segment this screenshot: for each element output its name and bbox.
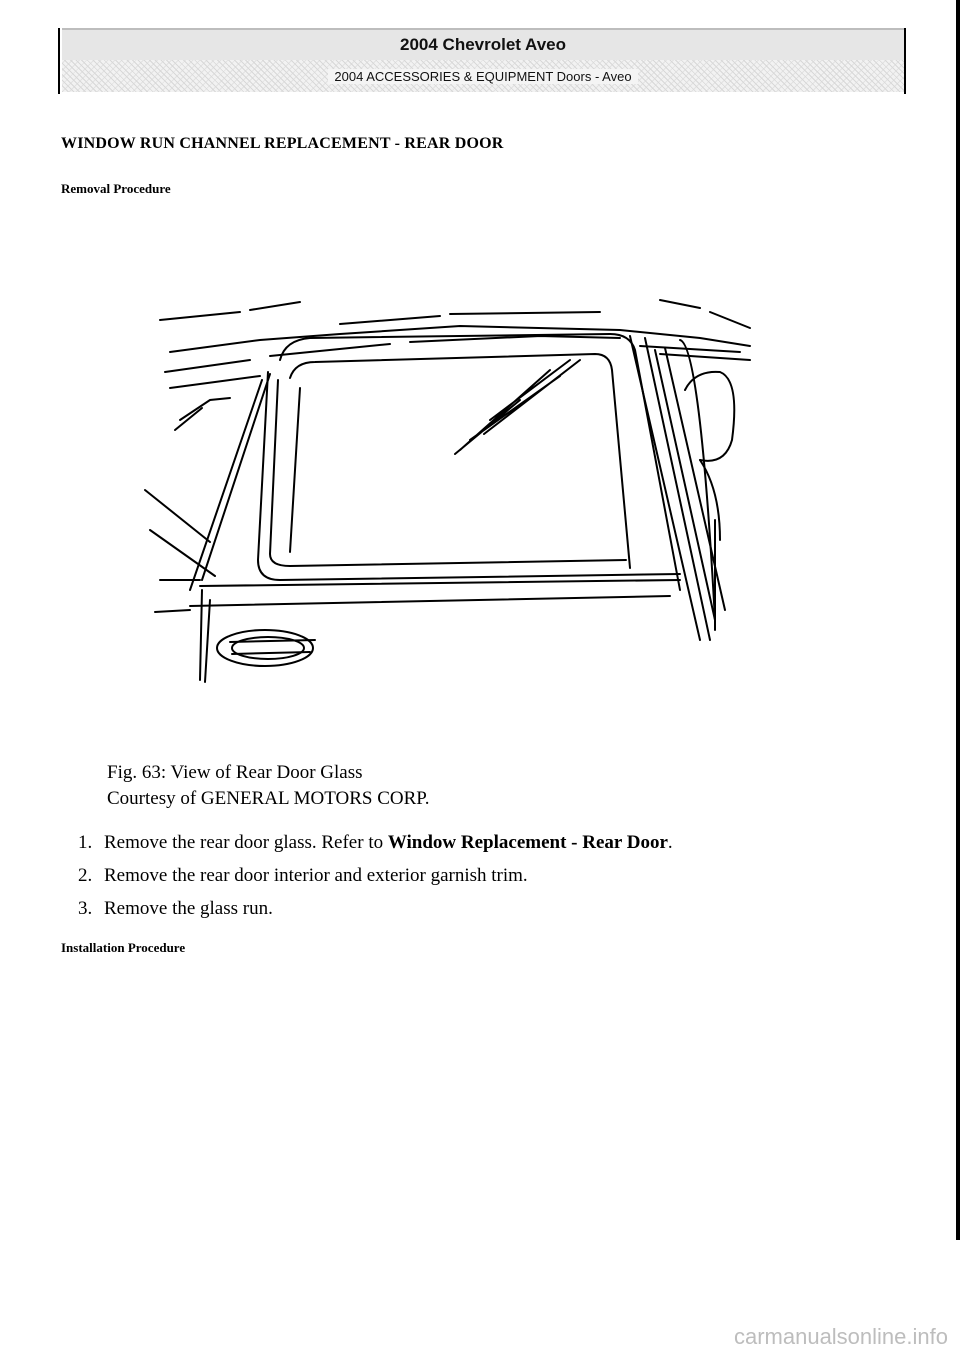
figure-caption: Fig. 63: View of Rear Door Glass: [107, 762, 363, 783]
rear-door-glass-figure: [140, 290, 760, 690]
step-number: 3.: [78, 898, 93, 919]
step-number: 1.: [78, 832, 93, 853]
list-item: [78, 898, 673, 931]
list-item: [78, 865, 673, 898]
list-item: [78, 832, 673, 865]
document-title: WINDOW RUN CHANNEL REPLACEMENT - REAR DOOR: [61, 135, 504, 152]
window-replacement-link[interactable]: Window Replacement - Rear Door: [387, 832, 668, 853]
header-subtitle-bar: [62, 60, 904, 92]
right-page-edge: [956, 0, 960, 1240]
removal-heading: Removal Procedure: [61, 181, 171, 196]
figure-caption-block: [107, 760, 430, 812]
step-number: 2.: [78, 865, 93, 886]
figure-credit: Courtesy of GENERAL MOTORS CORP.: [107, 788, 430, 809]
step-text: Remove the glass run.: [104, 898, 273, 919]
header-title: 2004 Chevrolet Aveo: [62, 28, 904, 60]
page-header: [62, 28, 904, 92]
step-text: Remove the rear door glass. Refer to Window Replacement - Rear Door.: [104, 832, 673, 853]
removal-steps: [78, 832, 673, 931]
watermark: carmanualsonline.info: [733, 1324, 948, 1349]
installation-heading: Installation Procedure: [61, 940, 186, 955]
left-margin-rule: [58, 28, 60, 94]
right-margin-rule: [904, 28, 906, 94]
header-subtitle: 2004 ACCESSORIES & EQUIPMENT Doors - Aveo: [328, 69, 637, 84]
step-text: Remove the rear door interior and exterior garnish trim.: [104, 865, 528, 886]
